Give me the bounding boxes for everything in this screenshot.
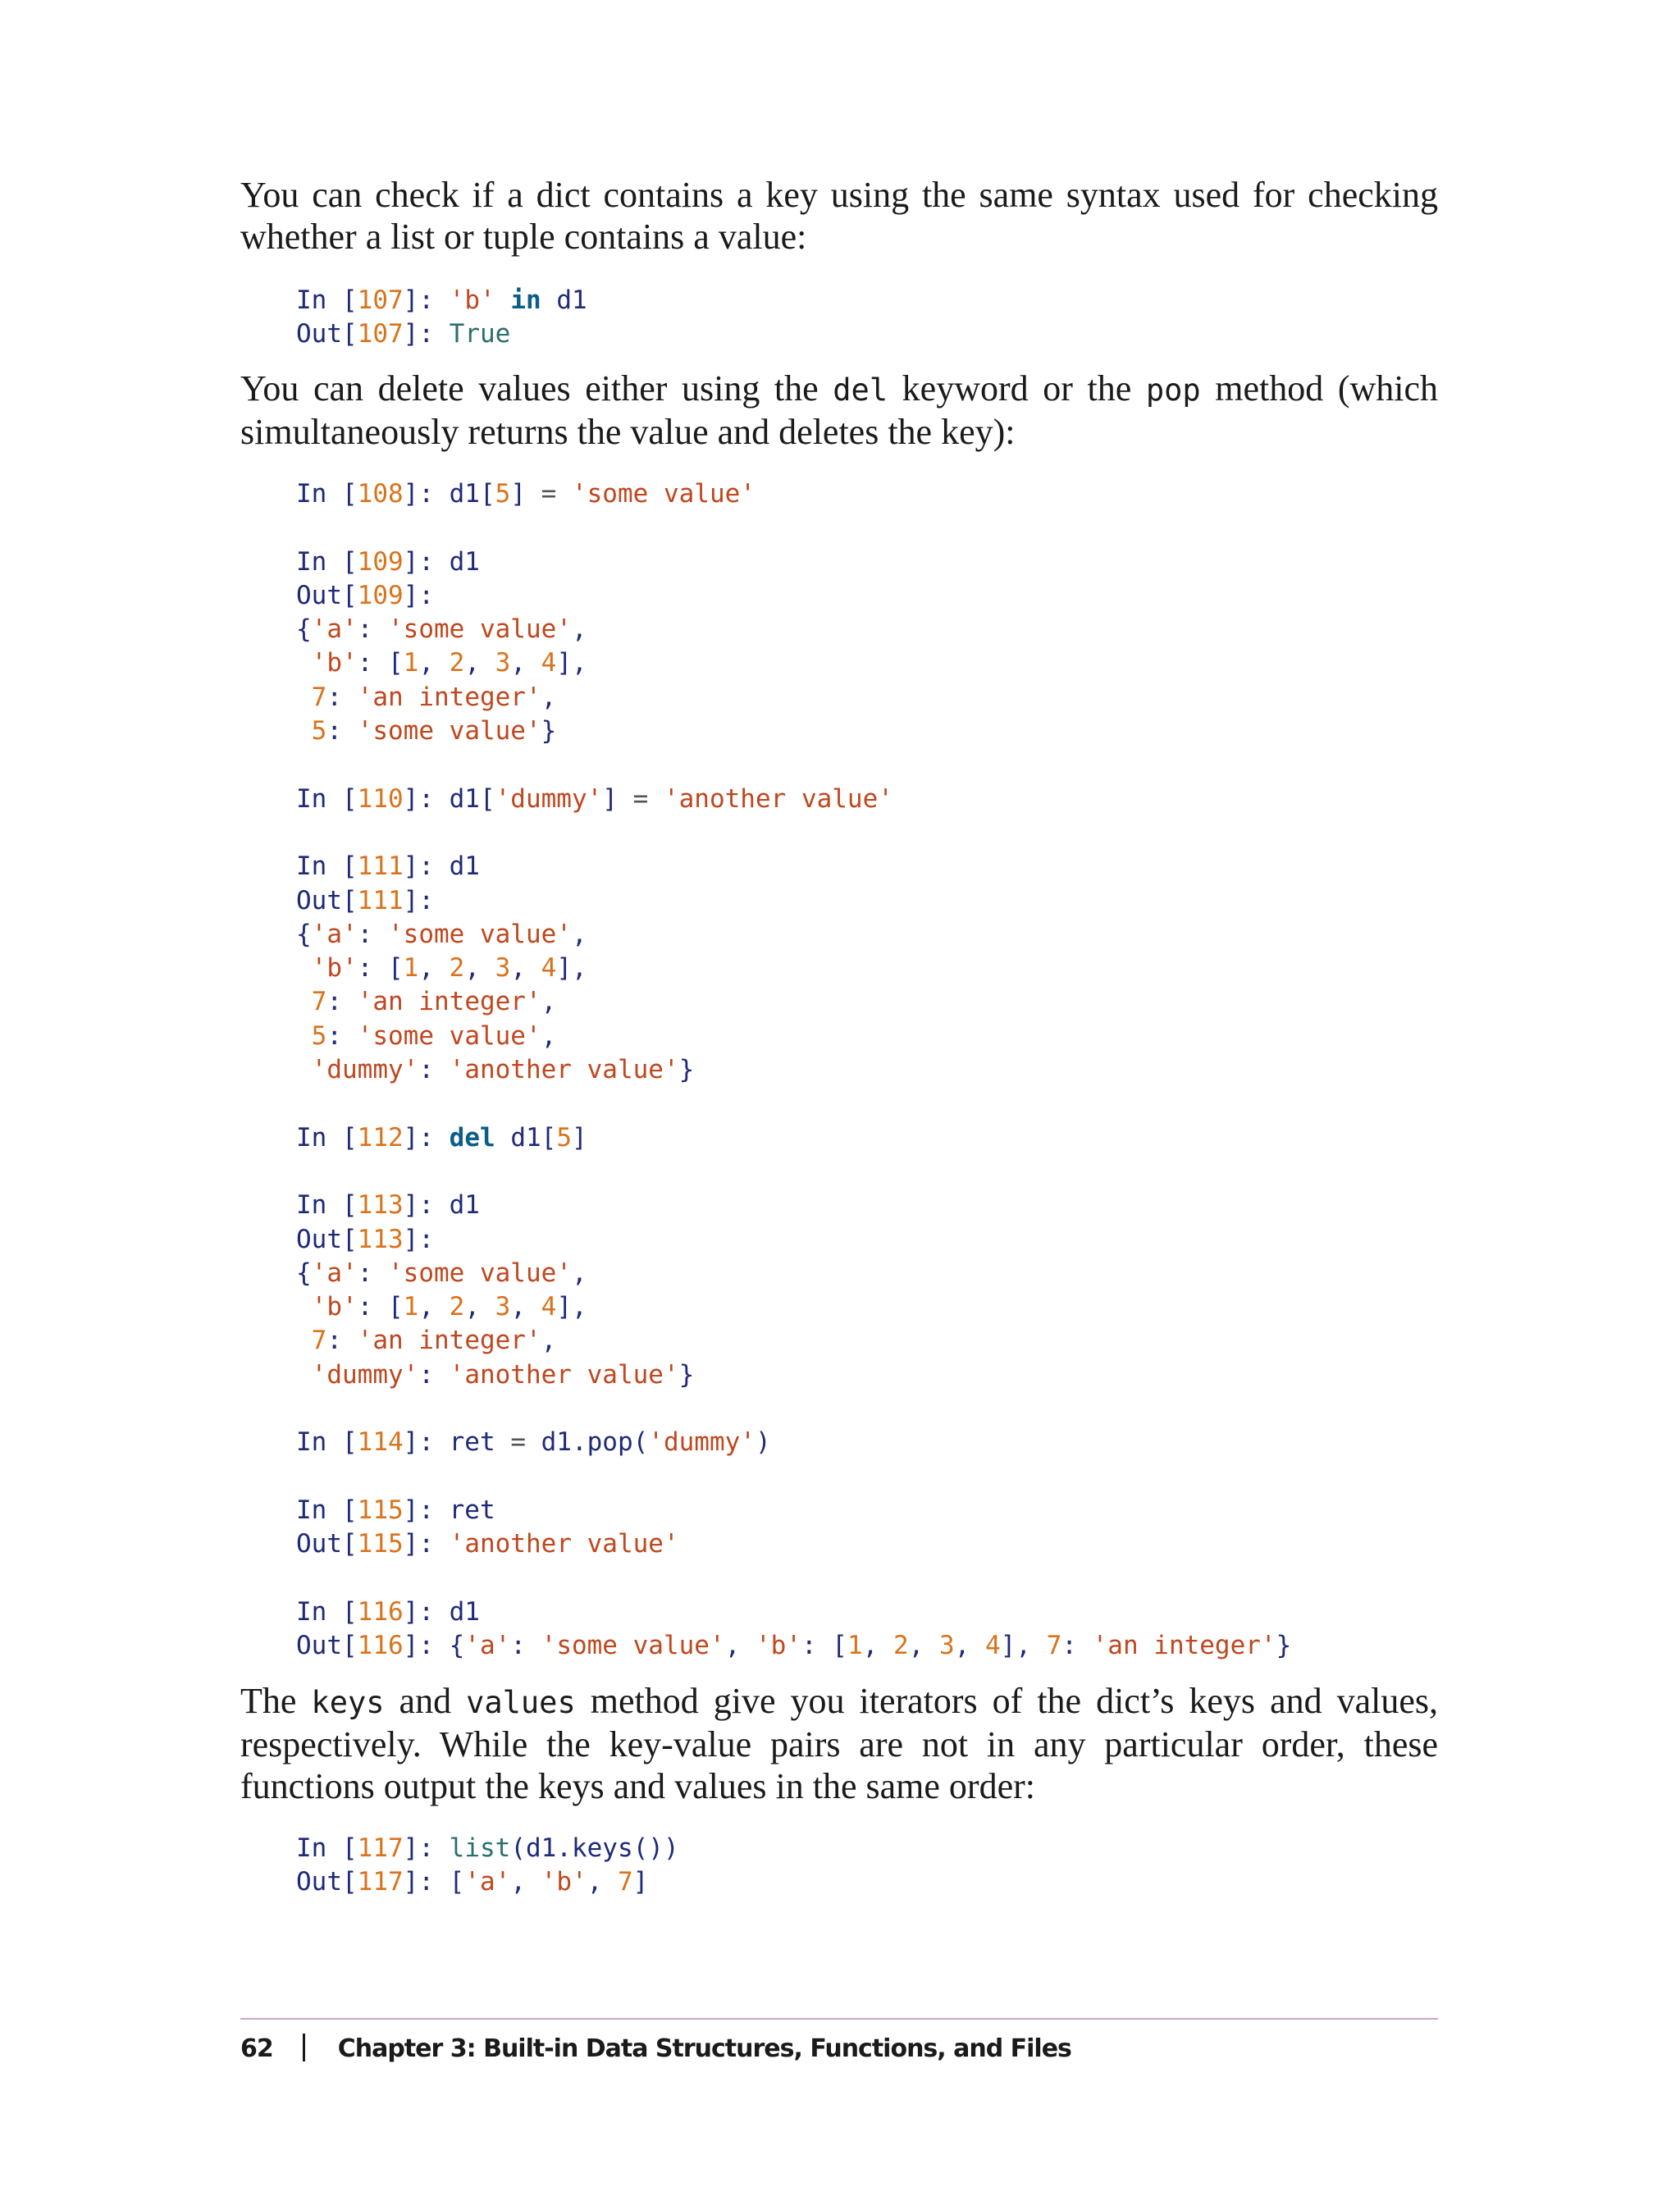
paragraph-delete-values <box>240 368 1438 453</box>
code-block-contains: In [107]: 'b' in d1 Out[107]: True <box>296 285 587 349</box>
code-block-delete: In [108]: d1[5] = 'some value' In [109]: d1 Out[109]: {'a': 'some value', 'b': [1, 2, 3, 4], 7: 'an integer', 5: 'some value'} In [110]: d1['dummy'] = 'another value' In [111]: d1 Out[111]: {'a': 'some value', 'b': [1, 2, 3, 4], 7: 'an integer', 5: 'some value', 'dummy': 'another value'} In [112]: del d1[5] In [113]: d1 Out[113]: {'a': 'some value', 'b': [1, 2, 3, 4], 7: 'an integer', 'dummy': 'another value'} In [114]: ret = d1.pop('dummy') In [115]: ret Out[115]: 'another value' In [116]: d1 Out[116]: {'a': 'some value', 'b': [1, 2, 3, 4], 7: 'an integer'} <box>296 479 1292 1661</box>
footer-divider <box>240 2018 1438 2020</box>
paragraph-text: The <box>240 1681 312 1721</box>
paragraph-text: and <box>384 1681 467 1721</box>
code-block-keys: In [117]: list(d1.keys()) Out[117]: ['a', 'b', 7] <box>296 1833 679 1897</box>
chapter-title: Chapter 3: Built-in Data Structures, Functions, and Files <box>337 2034 1071 2063</box>
paragraph-text: method (which simultaneously returns the value and deletes the key): <box>240 368 1438 452</box>
paragraph-text: keyword or the <box>888 368 1146 409</box>
page-number: 62 <box>240 2034 273 2063</box>
paragraph-dict-contains: You can check if a dict contains a key using the same syntax used for checking whether a list or tuple contains a value: <box>240 175 1438 257</box>
inline-code-del: del <box>833 372 888 408</box>
paragraph-keys-values <box>240 1680 1438 1807</box>
footer-separator <box>303 2034 305 2061</box>
page-footer <box>240 2029 1071 2069</box>
paragraph-text: You can delete values either using the <box>240 368 833 409</box>
inline-code-pop: pop <box>1145 372 1201 408</box>
inline-code-keys: keys <box>311 1685 385 1720</box>
paragraph-text: method give you iterators of the dict’s keys and values, respectively. While the key-value pairs are not in any particular order, these functions output the keys and values in the same order: <box>240 1681 1439 1806</box>
inline-code-values: values <box>466 1685 576 1720</box>
